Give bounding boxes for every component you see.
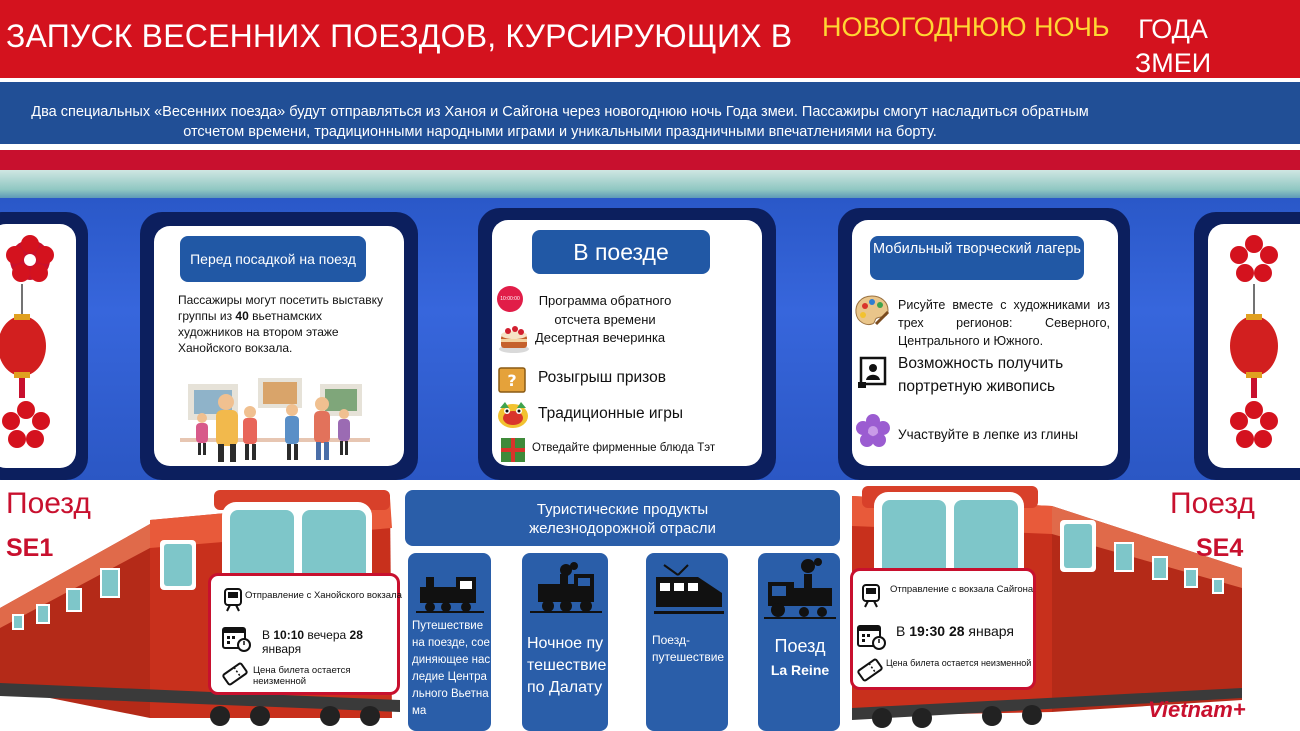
page-title-end: ГОДА ЗМЕИ	[1134, 14, 1212, 78]
calendar-clock-icon	[222, 624, 252, 652]
steam-train-smoke-icon	[530, 562, 602, 614]
creative-camp-item-portrait: Возможность получить портретную живопись	[898, 355, 1064, 395]
lion-dance-icon	[497, 400, 529, 430]
train-se1-code: SE1	[6, 534, 54, 562]
train-se4-price: Цена билета остается неизменной	[886, 658, 1032, 668]
intro-text: Два специальных «Весенних поезда» будут отправляться из Ханоя и Сайгона через новогоднюю ночь Года змеи. Пассажиры смогут насладиться обратным отсчетом времени, традиционными народными играми и уникальными праздничными впечатлениями на борту.	[31, 104, 1089, 140]
on-train-title: В поезде	[532, 230, 710, 274]
ticket-icon	[857, 658, 883, 682]
on-train-item-prizes: Розыгрыш призов	[538, 369, 666, 386]
on-train-item-countdown: Программа обратного отсчета времени	[538, 293, 672, 327]
train-front-icon	[860, 584, 882, 608]
vietnamplus-logo: Vietnam+	[1148, 697, 1246, 722]
train-se1-price: Цена билета остается неизменной	[253, 665, 351, 687]
palette-icon	[854, 294, 890, 328]
train-se1-label: Поезд	[6, 487, 91, 520]
train-se4-time: В 19:30 28 января	[896, 623, 1014, 639]
before-boarding-text: Пассажиры могут посетить выставку группы из 40 вьетнамских художников на втором этаже Ханойского вокзала.	[178, 293, 383, 355]
side-window-left-glass	[0, 224, 76, 468]
train-front-icon	[222, 588, 244, 612]
modern-train-icon	[654, 563, 724, 617]
tourism-title: Туристические продукты железнодорожной отрасли	[405, 490, 840, 546]
ticket-icon	[222, 662, 248, 686]
calendar-clock-icon	[857, 622, 887, 650]
on-train-item-tet-food: Отведайте фирменные блюда Тэт	[532, 442, 716, 454]
exhibition-visitors-icon	[180, 374, 370, 464]
tourism-product-la-reine-name: La Reine	[770, 662, 830, 678]
tourism-product-dalat-text: Ночное путешествие по Далату	[527, 635, 607, 696]
on-train-item-dessert: Десертная вечеринка	[535, 330, 666, 345]
tourism-product-journey-text: Поезд-путешествие	[652, 633, 725, 664]
creative-camp-item-draw: Рисуйте вместе с художниками из трех регионов: Северного, Центрального и Южного.	[898, 298, 1110, 348]
lantern-flower-decor-icon	[1208, 224, 1300, 468]
train-se4-departure: Отправление с вокзала Сайгона	[890, 584, 1034, 595]
page-title: ЗАПУСК ВЕСЕННИХ ПОЕЗДОВ, КУРСИРУЮЩИХ В	[6, 18, 793, 54]
clay-flower-icon	[856, 414, 890, 448]
train-se1-departure: Отправление с Ханойского вокзала	[245, 590, 402, 601]
portrait-easel-icon	[858, 356, 888, 388]
prize-box-icon	[498, 367, 526, 393]
la-reine-locomotive-icon	[764, 556, 836, 622]
before-boarding-title: Перед посадкой на поезд	[180, 236, 366, 282]
side-window-right-glass	[1208, 224, 1300, 468]
creative-camp-title: Мобильный творческий лагерь	[870, 236, 1084, 280]
steam-locomotive-icon	[416, 573, 484, 613]
tourism-product-la-reine-text: Поезд	[774, 636, 826, 656]
lantern-flower-decor-icon	[0, 224, 76, 468]
roof-stripe	[0, 150, 1300, 170]
creative-camp-item-clay: Участвуйте в лепке из глины	[898, 427, 1079, 442]
banh-chung-icon	[500, 437, 526, 463]
svg-text:?: ?	[507, 371, 517, 390]
roof-light	[0, 170, 1300, 198]
page-title-accent: НОВОГОДНЮЮ НОЧЬ	[822, 12, 1110, 42]
tourism-product-heritage-text: Путешествие на поезде, соединяющее наследие Центрального Вьетнама	[412, 620, 491, 717]
train-se4-label: Поезд	[1170, 487, 1255, 520]
train-se1-time: В 10:10 вечера 28 января	[262, 628, 363, 656]
train-se4-code: SE4	[1196, 534, 1244, 562]
countdown-clock-icon: 10:00:00	[497, 286, 523, 312]
cake-icon	[498, 323, 530, 353]
on-train-item-games: Традиционные игры	[538, 405, 683, 422]
